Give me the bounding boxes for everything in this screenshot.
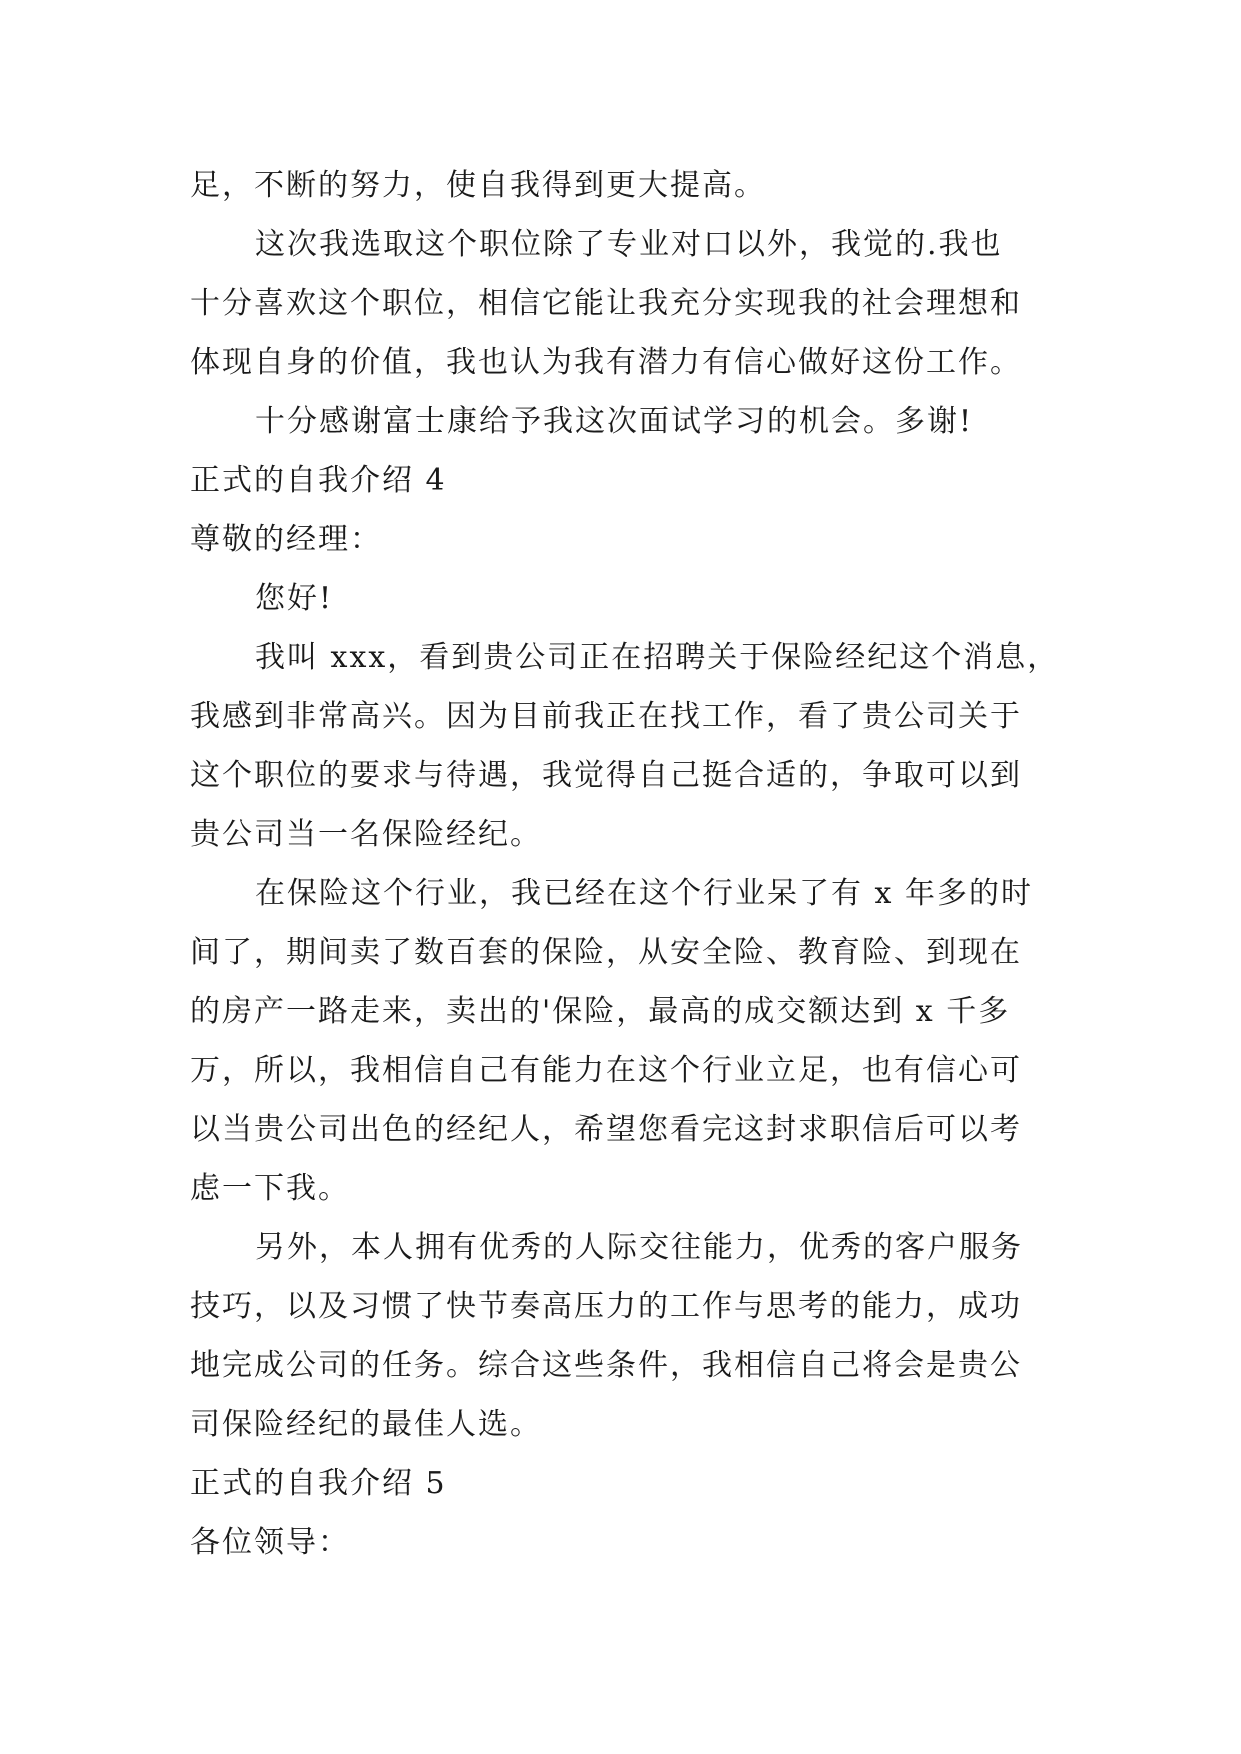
text-line: 虑一下我。 [190, 1171, 350, 1206]
text-line: 正式的自我介绍 4 [190, 463, 447, 498]
text-line: 技巧，以及习惯了快节奏高压力的工作与思考的能力，成功 [190, 1289, 1022, 1324]
text-line: 司保险经纪的最佳人选。 [190, 1407, 542, 1442]
text-line: 另外，本人拥有优秀的人际交往能力，优秀的客户服务 [255, 1230, 1023, 1265]
document-body [190, 156, 1060, 1572]
text-line: 体现自身的价值，我也认为我有潜力有信心做好这份工作。 [190, 345, 1022, 380]
text-line: 我感到非常高兴。因为目前我正在找工作，看了贵公司关于 [190, 699, 1022, 734]
text-line: 我叫 xxx，看到贵公司正在招聘关于保险经纪这个消息， [255, 640, 1060, 675]
text-line: 正式的自我介绍 5 [190, 1466, 447, 1501]
text-line: 以当贵公司出色的经纪人，希望您看完这封求职信后可以考 [190, 1112, 1022, 1147]
text-line: 足，不断的努力，使自我得到更大提高。 [190, 168, 766, 203]
text-line: 万，所以，我相信自己有能力在这个行业立足，也有信心可 [190, 1053, 1022, 1088]
text-line: 您好! [255, 581, 334, 616]
text-line: 各位领导： [190, 1525, 350, 1560]
text-line: 尊敬的经理： [190, 522, 382, 557]
text-line: 间了，期间卖了数百套的保险，从安全险、教育险、到现在 [190, 935, 1022, 970]
text-line: 这个职位的要求与待遇，我觉得自己挺合适的，争取可以到 [190, 758, 1022, 793]
text-line: 在保险这个行业，我已经在这个行业呆了有 x 年多的时 [255, 876, 1033, 911]
text-line: 十分喜欢这个职位，相信它能让我充分实现我的社会理想和 [190, 286, 1022, 321]
text-line: 这次我选取这个职位除了专业对口以外，我觉的.我也 [255, 227, 1003, 262]
text-line: 地完成公司的任务。综合这些条件，我相信自己将会是贵公 [190, 1348, 1022, 1383]
text-line: 贵公司当一名保险经纪。 [190, 817, 542, 852]
text-line: 的房产一路走来，卖出的'保险，最高的成交额达到 x 千多 [190, 994, 1011, 1029]
text-line: 十分感谢富士康给予我这次面试学习的机会。多谢! [255, 404, 974, 439]
